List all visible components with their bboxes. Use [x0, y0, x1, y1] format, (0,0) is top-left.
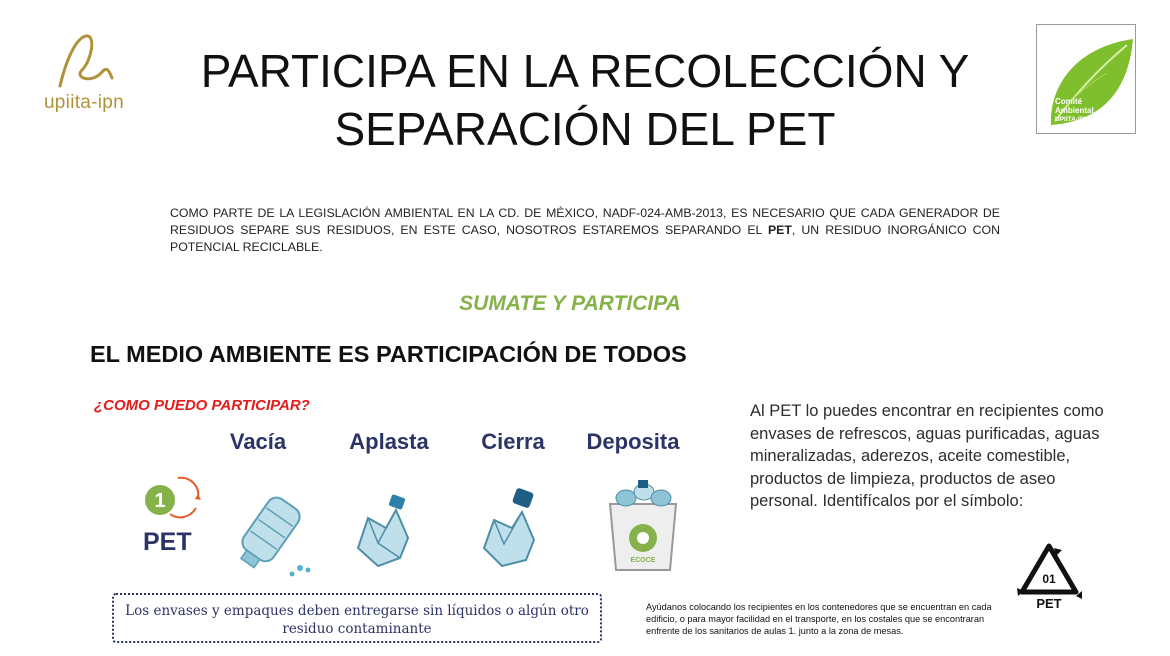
recycling-bag-icon: [598, 476, 688, 576]
participation-question: ¿COMO PUEDO PARTICIPAR?: [94, 397, 310, 414]
upiita-logo-text: upiita-ipn: [43, 92, 125, 113]
pet-recycle-symbol-icon: [1012, 540, 1086, 610]
recycle-symbol-number: 01: [1042, 572, 1056, 586]
step-label-crush: Aplasta: [349, 429, 429, 454]
title-line-2: SEPARACIÓN DEL PET: [334, 103, 836, 155]
intro-text-start: COMO PARTE DE LA LEGISLACIÓN AMBIENTAL EN LA CD. DE MÉXICO, NADF-024-AMB-2013, ES NECESARIO QUE CADA GENERADOR DE RESIDUOS SEPARE SUS RESIDUOS, EN ESTE CASO, NOSOTROS ESTAREMOS SEPARANDO EL: [170, 206, 1000, 237]
upiita-logo-mark-icon: [52, 30, 114, 90]
notice-box: [112, 593, 602, 643]
collection-note: Ayúdanos colocando los recipientes en los contenedores que se encuentran en cada edificio, o para mayor facilidad en el transporte, en los costales que se encontraran enfrente de los sanitarios de aulas 1. junto a la zona de mesas.: [646, 602, 992, 637]
logo-line-3: UPIITA-IPN: [1055, 116, 1089, 123]
section-heading: EL MEDIO AMBIENTE ES PARTICIPACIÓN DE TODOS: [90, 341, 687, 367]
step-label-empty: Vacía: [229, 429, 287, 454]
bag-label: ECOCE: [630, 557, 656, 564]
empty-bottle-icon: [222, 490, 322, 580]
recycle-symbol-label: PET: [1036, 596, 1062, 610]
step-label-deposit: Deposita: [586, 429, 680, 454]
pet-badge-number: 1: [154, 490, 166, 512]
notice-text: Los envases y empaques deben entregarse sin líquidos o algún otro residuo contaminante: [125, 603, 589, 637]
comite-ambiental-logo: [1036, 24, 1136, 134]
intro-text-end: , UN RESIDUO INORGÁNICO CON POTENCIAL RECICLABLE.: [170, 223, 1000, 254]
pet-badge-label: PET: [143, 528, 192, 556]
upiita-logo: [34, 30, 134, 120]
pet-recycle-badge-icon: [138, 470, 208, 530]
sumate-slogan: SUMATE Y PARTICIPA: [459, 292, 681, 315]
title-line-1: PARTICIPA EN LA RECOLECCIÓN Y: [200, 45, 970, 97]
logo-line-1: Comité: [1055, 97, 1083, 106]
page-title: [170, 42, 1000, 158]
pet-info-paragraph: Al PET lo puedes encontrar en recipientes como envases de refrescos, aguas purificadas, aguas mineralizadas, aderezos, aceite comestible, productos de limpieza, productos de aseo personal. Identifícalos por el símbolo:: [750, 402, 1104, 511]
intro-paragraph: [170, 205, 1000, 256]
crushed-bottle-icon: [338, 488, 428, 578]
logo-line-2: Ambiental: [1055, 106, 1094, 115]
step-label-close: Cierra: [481, 429, 545, 454]
closed-bottle-icon: [466, 484, 556, 574]
intro-text-bold: PET: [767, 223, 792, 237]
